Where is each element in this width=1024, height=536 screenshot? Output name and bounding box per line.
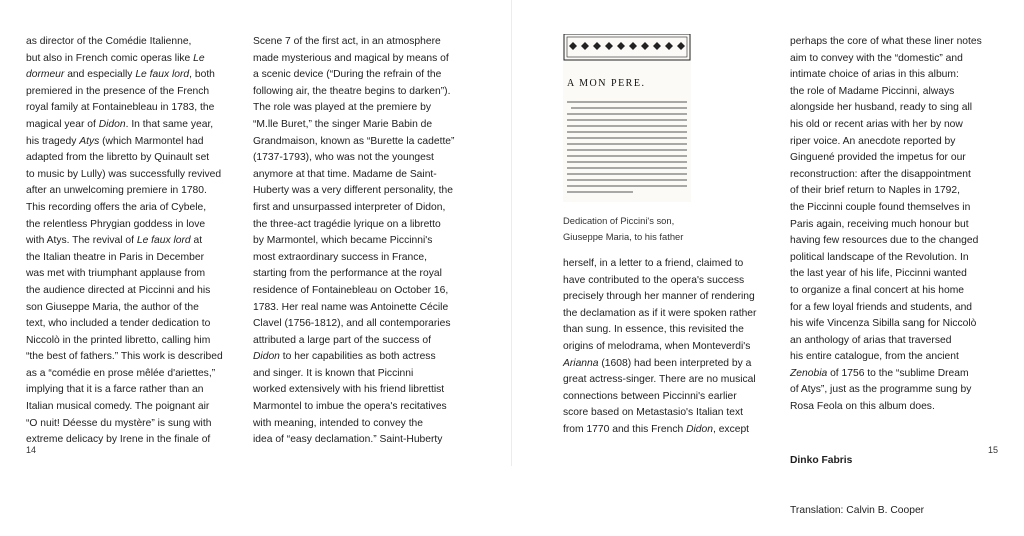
text-line: but also in French comic operas like Le	[26, 52, 205, 64]
text-line: by Marmontel, which became Piccinni's	[253, 235, 433, 247]
text-line: score based on Metastasio's Italian text	[563, 407, 743, 419]
text-line: a scenic device (“During the refrain of the	[253, 69, 442, 81]
text-line: royal family at Fontainebleau in 1783, the	[26, 102, 215, 114]
text-line: Huberty was a very different personality, the	[253, 185, 453, 197]
text-line: as director of the Comédie Italienne,	[26, 36, 192, 47]
text-line: 1783. Her real name was Antoinette Cécile	[253, 301, 449, 313]
text-line: Italian musical comedy. The poignant air	[26, 401, 210, 413]
text-line: of their brief return to Naples in 1792,	[790, 185, 960, 197]
text-line: (1737-1793), who was not the youngest	[253, 152, 434, 164]
text-line: Marmontel to imbue the opera's recitatives	[253, 401, 447, 413]
text-line: having few resources due to the changed	[790, 235, 979, 247]
text-line: the last year of his life, Piccinni wanted	[790, 268, 967, 280]
text-line: his entire catalogue, from the ancient	[790, 351, 959, 363]
page-number-right: 15	[988, 445, 999, 455]
left-column-2	[253, 34, 454, 449]
text-line: precisely through her manner of rendering	[563, 291, 755, 303]
text-line: perhaps the core of what these liner notes	[790, 36, 982, 47]
right-column-3	[563, 256, 756, 439]
text-line: worked extensively with his friend librettist	[253, 384, 445, 396]
text-line: of Atys”, just as the programme sung by	[790, 384, 972, 396]
text-line: text, who included a tender dedication to	[26, 318, 211, 330]
text-line: herself, in a letter to a friend, claimed to	[563, 258, 744, 269]
left-column-1	[26, 34, 223, 449]
text-line: the three-act tragédie lyrique on a libretto	[253, 218, 441, 230]
text-line: made mysterious and magical by means of	[253, 52, 449, 64]
text-line: attributed a large part of the success of	[253, 334, 432, 346]
text-line: starting from the performance at the royal	[253, 268, 442, 280]
text-line: Dedication of Piccini's son,	[563, 215, 675, 226]
text-line: great actress-singer. There are no musical	[563, 374, 756, 386]
text-line: to organize a final concert at his home	[790, 284, 965, 296]
text-line: residence of Fontainebleau on October 16,	[253, 284, 449, 296]
text-line: Paris again, receiving much honour but	[790, 218, 969, 230]
text-line: his old or recent arias with her by now	[790, 118, 963, 130]
facsimile-heading: A MON PERE.	[567, 78, 646, 89]
text-line: idea of “easy declamation.” Saint-Huberty	[253, 434, 443, 446]
text-line: the relentless Phrygian goddess in love	[26, 218, 206, 230]
text-line: than sung. In essence, this revisited the	[563, 324, 744, 336]
text-line: Grandmaison, known as “Burette la cadette”	[253, 135, 455, 147]
text-line: from 1770 and this French Didon, except	[563, 423, 750, 435]
text-line: to music by Lully) was successfully revived	[26, 168, 222, 180]
text-line: premiered in the presence of the French	[26, 85, 210, 97]
text-line: the declamation as if it were spoken rather	[563, 307, 757, 319]
text-line: anymore at that time. Madame de Saint-	[253, 168, 437, 180]
text-line: Scene 7 of the first act, in an atmosphere	[253, 36, 441, 47]
text-line: following air, the theatre begins to darken”).	[253, 85, 451, 97]
spread-gutter	[511, 0, 512, 466]
text-line: the role of Madame Piccinni, always	[790, 85, 955, 97]
text-line: son Giuseppe Maria, the author of the	[26, 301, 199, 313]
text-line: magical year of Didon. In that same year,	[26, 118, 214, 130]
text-line: Arianna (1608) had been interpreted by a	[563, 357, 752, 369]
text-line: implying that it is a farce rather than an	[26, 384, 204, 396]
text-line: as a “comédie en prose mêlée d'ariettes,”	[26, 367, 216, 379]
text-line: the audience directed at Piccinni and his	[26, 284, 211, 296]
text-line: alongside her husband, ready to sing all	[790, 102, 973, 114]
text-line: the Piccinni couple found themselves in	[790, 201, 971, 213]
text-line: dormeur and especially Le faux lord, both	[26, 69, 215, 81]
translation-credit: Translation: Calvin B. Cooper	[790, 504, 925, 516]
text-line: the Italian theatre in Paris in December	[26, 251, 204, 263]
text-line: This recording offers the aria of Cybele,	[26, 201, 207, 213]
text-line: Clavel (1756-1812), and all contemporaries	[253, 318, 451, 330]
facsimile-caption	[563, 213, 683, 245]
text-line: was met with triumphant applause from	[26, 268, 206, 280]
text-line: first and unsurpassed interpreter of Didon,	[253, 201, 446, 213]
text-line: after an unwelcoming premiere in 1780.	[26, 185, 207, 197]
facsimile-drawing	[563, 34, 691, 202]
text-line: intimate choice of arias in this album:	[790, 69, 959, 81]
text-line: adapted from the libretto by Quinault set	[26, 152, 210, 164]
text-line: most extraordinary success in France,	[253, 251, 427, 263]
text-line: an anthology of arias that traversed	[790, 334, 952, 346]
text-line: and singer. It is known that Piccinni	[253, 367, 414, 379]
text-line: Ginguené provided the impetus for our	[790, 152, 966, 164]
text-line: “O nuit! Déesse du mystère” is sung with	[26, 417, 212, 429]
text-line: with meaning, intended to convey the	[253, 417, 424, 429]
text-line: riper voice. An anecdote reported by	[790, 135, 956, 147]
text-line: reconstruction: after the disappointment	[790, 168, 971, 180]
text-line: Giuseppe Maria, to his father	[563, 231, 684, 242]
right-column-4	[790, 34, 982, 416]
page-number-left: 14	[26, 445, 37, 455]
text-line: Niccolò in the printed libretto, calling him	[26, 334, 211, 346]
text-line: Didon to her capabilities as both actress	[253, 351, 436, 363]
text-line: with Atys. The revival of Le faux lord at	[26, 235, 203, 247]
text-line: Rosa Feola on this album does.	[790, 401, 935, 413]
dedication-facsimile-image	[563, 34, 691, 202]
text-line: his wife Vincenza Sibilla sang for Niccolò	[790, 318, 977, 330]
text-line: The role was played at the premiere by	[253, 102, 431, 114]
text-line: his tragedy Atys (which Marmontel had	[26, 135, 204, 147]
text-line: political landscape of the Revolution. In	[790, 251, 969, 263]
text-line: connections between Piccinni's earlier	[563, 390, 737, 402]
text-line: extreme delicacy by Irene in the finale of	[26, 434, 211, 446]
author-credit	[790, 420, 924, 536]
text-line: Zenobia of 1756 to the “sublime Dream	[790, 367, 969, 379]
text-line: for a few loyal friends and students, and	[790, 301, 973, 313]
text-line: “M.lle Buret,” the singer Marie Babin de	[253, 118, 433, 130]
text-line: aim to convey with the “domestic” and	[790, 52, 963, 64]
text-line: “the best of fathers.” This work is described	[26, 351, 223, 363]
text-line: origins of melodrama, when Monteverdi's	[563, 340, 751, 352]
text-line: have contributed to the opera's success	[563, 274, 745, 286]
author-name: Dinko Fabris	[790, 455, 853, 467]
